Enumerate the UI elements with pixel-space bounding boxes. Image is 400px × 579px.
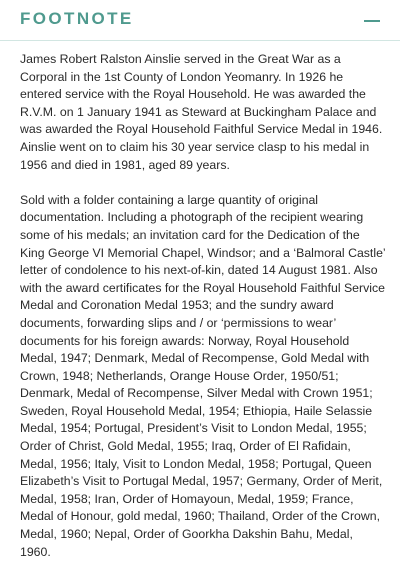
footnote-paragraph-documentation: Sold with a folder containing a large quantity of original documentation. Including a photograph of the recipient wearing some of his medals; an invitation card for the Dedication of the King George VI Memorial Chapel, Windsor; and a ‘Balmoral Castle’ letter of condolence to his next-of-kin, dated 14 August 1981. Also with the award certificates for the Royal Household Faithful Service Medal and Coronation Medal 1953; and the sundry award documents, forwarding slips and / or ‘permissions to wear’ documents for his foreign awards: Norway, Royal Household Medal, 1947; Denmark, Medal of Recompense, Gold Medal with Crown, 1948; Netherlands, Orange House Order, 1950/51; Denmark, Medal of Recompense, Silver Medal with Crown 1951; Sweden, Royal Household Medal, 1954; Ethiopia, Haile Selassie Medal, 1954; Portugal, President’s Visit to London Medal, 1955; Order of Christ, Gold Medal, 1955; Iraq, Order of El Rafidain, Medal, 1956; Italy, Visit to London Medal, 1958; Portugal, Queen Elizabeth’s Visit to Portugal Medal, 1957; Germany, Order of Merit, Medal, 1958; Iran, Order of Homayoun, Medal, 1959; France, Medal of Honour, gold medal, 1960; Thailand, Order of the Crown, Medal, 1960; Nepal, Order of Goorkha Dakshin Bahu, Medal, 1960. <box>20 192 386 559</box>
footnote-header[interactable] <box>0 0 400 44</box>
minus-icon[interactable] <box>364 20 380 22</box>
footnote-paragraph-biography: James Robert Ralston Ainslie served in the Great War as a Corporal in the 1st County of London Yeomanry. In 1926 he entered service with the Royal Household. He was awarded the R.V.M. on 1 January 1941 as Steward at Buckingham Palace and was awarded the Royal Household Faithful Service Medal in 1946. Ainslie went on to claim his 30 year service clasp to his medal in 1956 and died in 1981, aged 89 years. <box>20 52 383 172</box>
header-divider <box>0 40 400 41</box>
footnote-body <box>20 51 386 579</box>
footnote-title: FOOTNOTE <box>20 9 134 28</box>
